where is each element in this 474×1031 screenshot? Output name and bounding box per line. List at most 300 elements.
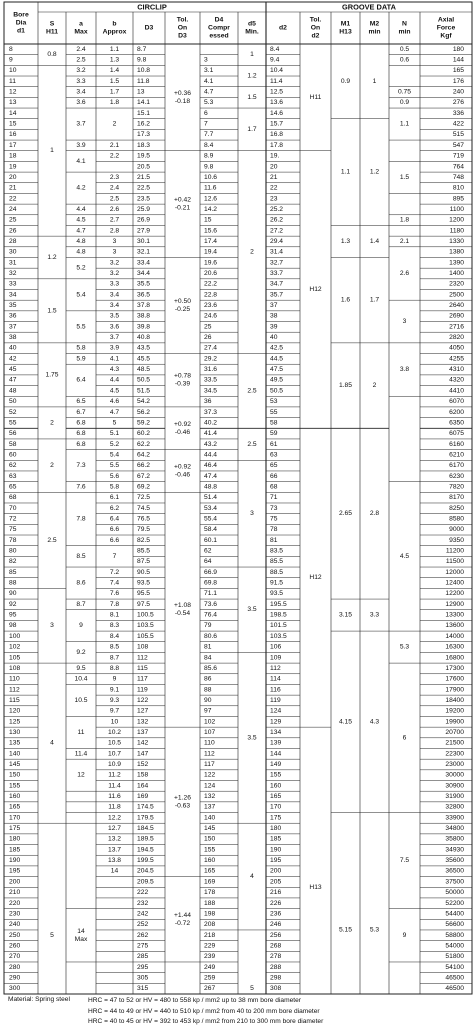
cell-d2: 246 — [270, 921, 282, 929]
cell-d2: 198.5 — [270, 611, 287, 619]
merged-cell-col-7: 1.7 — [247, 125, 257, 133]
cell-b: 6.4 — [109, 515, 120, 523]
cell-d3: 11.8 — [137, 77, 150, 85]
cell-bore-dia: 47 — [9, 376, 17, 384]
cell-d3: 32.1 — [137, 248, 151, 256]
cell-d3: 43.5 — [137, 344, 151, 352]
cell-axial-force: 8580 — [449, 515, 464, 523]
cell-d4: 267 — [204, 985, 216, 993]
merged-cell-col-5: +0.92 — [174, 463, 191, 471]
cell-d3: 315 — [137, 985, 149, 993]
cell-b: 11.2 — [108, 771, 121, 779]
cell-axial-force: 1390 — [449, 259, 464, 267]
cell-d4: 58.4 — [204, 526, 218, 534]
cell-b: 5.1 — [109, 430, 120, 438]
cell-d4: 150 — [204, 835, 216, 843]
cell-d4: 73.6 — [204, 600, 218, 608]
cell-a: 8.7 — [76, 600, 86, 608]
cell-b: 14 — [110, 867, 119, 875]
cell-d3: 122 — [137, 696, 149, 704]
cell-bore-dia: 26 — [9, 227, 17, 235]
cell-d2: 165 — [270, 793, 282, 801]
cell-axial-force: 180 — [452, 45, 464, 53]
cell-d2: 21 — [270, 173, 278, 181]
cell-d2: 22 — [270, 184, 278, 192]
cell-bore-dia: 112 — [9, 686, 20, 694]
cell-axial-force: 547 — [452, 141, 464, 149]
column-header-10-line-0: M1 — [340, 20, 351, 28]
cell-b: 4.7 — [109, 408, 120, 416]
merged-cell-col-2: 5.4 — [76, 291, 86, 299]
cell-d4: 66.9 — [204, 568, 218, 576]
cell-d3: 90.5 — [137, 568, 151, 576]
cell-b: 13.7 — [107, 846, 122, 854]
cell-axial-force: 1330 — [449, 237, 464, 245]
cell-d3: 189.5 — [137, 835, 154, 843]
cell-d4: 102 — [204, 718, 216, 726]
cell-a: 6.8 — [76, 430, 86, 438]
cell-axial-force: 9000 — [449, 526, 464, 534]
cell-bore-dia: 185 — [9, 846, 21, 854]
cell-d4: 31.6 — [204, 366, 218, 374]
cell-axial-force: 37500 — [445, 878, 464, 886]
cell-bore-dia: 108 — [9, 664, 21, 672]
cell-d3: 56.2 — [137, 408, 151, 416]
merged-cell-col-11: 1.2 — [369, 168, 380, 176]
cell-axial-force: 13600 — [445, 622, 464, 630]
cell-d2: 85.5 — [270, 558, 284, 566]
cell-d2: 34.7 — [270, 280, 284, 288]
cell-d4: 155 — [204, 846, 216, 854]
cell-d3: 115 — [137, 664, 148, 672]
cell-d2: 195.5 — [270, 600, 287, 608]
cell-d2: 288 — [270, 963, 282, 971]
cell-d2: 31.4 — [270, 248, 284, 256]
merged-cell-col-2: 5.5 — [76, 323, 86, 331]
cell-axial-force: 4410 — [449, 387, 464, 395]
cell-a: 2.4 — [76, 45, 86, 53]
merged-cell-col-11: 3.3 — [369, 611, 380, 619]
cell-d4: 8.4 — [204, 141, 214, 149]
cell-bore-dia: 31 — [9, 259, 17, 267]
cell-d4: 22.8 — [204, 291, 218, 299]
cell-b: 8.1 — [109, 611, 120, 619]
cell-axial-force: 20700 — [445, 728, 464, 736]
cell-d4: 88 — [204, 686, 212, 694]
cell-axial-force: 32800 — [445, 803, 464, 811]
merged-cell-col-1: 2 — [50, 462, 54, 470]
cell-bore-dia: 220 — [9, 899, 21, 907]
cell-d2: 83.5 — [270, 547, 284, 555]
cell-axial-force: 4255 — [449, 355, 464, 363]
cell-axial-force: 176 — [452, 77, 464, 85]
cell-d4: 25 — [204, 323, 212, 331]
cell-d3: 54.2 — [137, 398, 151, 406]
material-label: Material: Spring steel — [8, 996, 70, 1003]
merged-cell-col-5: -0.39 — [174, 380, 191, 388]
merged-cell-col-12: 0.75 — [397, 88, 412, 96]
cell-axial-force: 31900 — [445, 793, 464, 801]
merged-cell-col-9: H13 — [309, 883, 322, 891]
merged-cell-col-11: 2.8 — [369, 510, 380, 518]
cell-axial-force: 16300 — [445, 643, 464, 651]
cell-bore-dia: 300 — [9, 985, 21, 993]
cell-axial-force: 19200 — [445, 707, 464, 715]
merged-cell-col-5: -0.63 — [174, 802, 191, 810]
cell-axial-force: 8250 — [449, 504, 464, 512]
cell-d3: 117 — [137, 675, 148, 683]
cell-d3: 39.8 — [137, 323, 151, 331]
cell-d3: 252 — [137, 921, 149, 929]
cell-d3: 64.2 — [137, 451, 151, 459]
cell-d2: 50.5 — [270, 387, 284, 395]
cell-bore-dia: 150 — [9, 771, 21, 779]
cell-d4: 53.4 — [204, 504, 218, 512]
cell-b: 1.3 — [109, 56, 120, 64]
cell-d3: 142 — [137, 739, 149, 747]
cell-d2: 42.5 — [270, 344, 284, 352]
cell-d3: 262 — [137, 931, 149, 939]
column-header-5-line-2: D3 — [178, 32, 187, 40]
cell-d4: 76.4 — [204, 611, 218, 619]
cell-d2: 114 — [270, 675, 281, 683]
cell-d3: 76.5 — [137, 515, 151, 523]
cell-bore-dia: 14 — [9, 109, 17, 117]
cell-d3: 20.5 — [137, 163, 151, 171]
cell-d2: 298 — [270, 974, 282, 982]
cell-bore-dia: 33 — [9, 280, 17, 288]
column-header-8-line-0: d2 — [279, 24, 287, 32]
cell-bore-dia: 12 — [9, 88, 17, 96]
cell-d3: 85.5 — [137, 547, 151, 555]
cell-b: 5.6 — [109, 472, 120, 480]
cell-axial-force: 4310 — [449, 366, 464, 374]
cell-b: 3 — [112, 248, 117, 256]
merged-cell-col-12: 6 — [402, 734, 407, 742]
cell-b: 4.1 — [109, 355, 120, 363]
cell-d3: 82.5 — [137, 536, 151, 544]
column-header-6-line-2: essed — [209, 32, 229, 40]
column-header-7-line-0: d5 — [248, 20, 256, 28]
cell-axial-force: 6230 — [449, 472, 464, 480]
cell-d4: 46.4 — [204, 462, 218, 470]
cell-axial-force: 719 — [452, 152, 464, 160]
cell-bore-dia: 37 — [9, 323, 17, 331]
cell-d3: 179.5 — [137, 814, 154, 822]
cell-bore-dia: 11 — [9, 77, 16, 85]
cell-b: 3.5 — [109, 312, 120, 320]
cell-axial-force: 12000 — [445, 568, 464, 576]
cell-axial-force: 12900 — [445, 600, 464, 608]
footnote-line-2: HRC = 44 to 49 or HV = 440 to 510 kp / mm2 from 40 to 200 mm bore diameter — [88, 1007, 320, 1015]
merged-cell-col-5: +0.42 — [174, 196, 191, 204]
cell-axial-force: 52200 — [445, 899, 464, 907]
merged-cell-col-5: -0.46 — [174, 428, 191, 436]
cell-bore-dia: 40 — [9, 344, 17, 352]
cell-b: 4.4 — [109, 376, 120, 384]
cell-bore-dia: 16 — [9, 131, 17, 139]
cell-d3: 67.2 — [137, 472, 151, 480]
cell-d4: 178 — [204, 889, 216, 897]
merged-cell-col-5: +0.36 — [174, 89, 191, 97]
cell-bore-dia: 63 — [9, 472, 17, 480]
cell-bore-dia: 160 — [9, 793, 21, 801]
cell-b: 7.2 — [109, 568, 120, 576]
cell-d2: 144 — [270, 750, 282, 758]
cell-a: 6.8 — [76, 419, 86, 427]
merged-cell-col-12: 9 — [402, 931, 407, 939]
cell-axial-force: 12200 — [445, 590, 464, 598]
cell-bore-dia: 115 — [9, 696, 20, 704]
column-header-9-line-2: d2 — [311, 32, 320, 40]
cell-d4: 47.4 — [204, 472, 218, 480]
cell-d2: 185 — [270, 835, 282, 843]
cell-d3: 164 — [137, 782, 149, 790]
cell-d4: 145 — [204, 825, 216, 833]
cell-d3: 35.5 — [137, 280, 151, 288]
column-header-13-line-1: Force — [436, 24, 456, 32]
cell-d4: 3 — [204, 56, 208, 64]
cell-d2: 195 — [270, 857, 282, 865]
cell-d3: 97.5 — [137, 600, 151, 608]
cell-bore-dia: 25 — [9, 216, 17, 224]
cell-b: 5.8 — [109, 483, 120, 491]
cell-d3: 199.5 — [137, 857, 154, 865]
cell-axial-force: 748 — [452, 173, 464, 181]
cell-axial-force: 34930 — [445, 846, 464, 854]
cell-d3: 147 — [137, 750, 149, 758]
cell-bore-dia: 102 — [9, 643, 21, 651]
cell-bore-dia: 21 — [9, 184, 17, 192]
cell-bore-dia: 98 — [9, 622, 17, 630]
cell-d3: 10.8 — [137, 67, 151, 75]
cell-d3: 242 — [137, 910, 149, 918]
cell-d2: 27.2 — [270, 227, 284, 235]
merged-cell-col-11: 4.3 — [369, 718, 380, 726]
cell-d4: 23.6 — [204, 302, 218, 310]
cell-axial-force: 6170 — [449, 462, 464, 470]
cell-d3: 30.1 — [137, 237, 151, 245]
merged-cell-col-12: 1.1 — [399, 120, 410, 128]
cell-b: 10.7 — [107, 750, 122, 758]
cell-bore-dia: 70 — [9, 504, 17, 512]
cell-b: 3.4 — [109, 302, 120, 310]
cell-d4: 5.3 — [204, 99, 214, 107]
cell-d3: 60.2 — [137, 430, 151, 438]
cell-b: 11.6 — [108, 793, 121, 801]
cell-d2: 58 — [270, 419, 278, 427]
cell-b: 12.2 — [107, 814, 122, 822]
cell-d4: 97 — [204, 707, 212, 715]
cell-axial-force: 764 — [452, 163, 464, 171]
cell-bore-dia: 28 — [9, 237, 17, 245]
cell-d2: 65 — [270, 462, 278, 470]
merged-cell-col-11: 5.3 — [369, 926, 380, 934]
cell-bore-dia: 10 — [9, 67, 17, 75]
cell-a: 3.9 — [76, 141, 86, 149]
cell-d4: 51.4 — [204, 494, 218, 502]
cell-a: 7.6 — [76, 483, 86, 491]
cell-d3: 26.9 — [137, 216, 151, 224]
cell-d4: 3.1 — [204, 67, 214, 75]
cell-d4: 117 — [204, 761, 215, 769]
merged-cell-col-2: 4.1 — [76, 157, 86, 165]
cell-bore-dia: 72 — [9, 515, 17, 523]
cell-d4: 12.6 — [204, 195, 218, 203]
cell-b: 4.3 — [109, 366, 120, 374]
merged-cell-col-2: 4.2 — [76, 184, 86, 192]
cell-d3: 285 — [137, 953, 149, 961]
cell-d2: 216 — [270, 889, 282, 897]
column-header-0-line-0: Bore — [13, 11, 29, 19]
merged-cell-col-2: 9 — [79, 622, 83, 630]
cell-d4: 34.5 — [204, 387, 218, 395]
cell-bore-dia: 210 — [9, 889, 21, 897]
merged-cell-col-5: +1.26 — [174, 794, 191, 802]
merged-cell-col-7: 3.5 — [247, 606, 257, 614]
cell-d3: 27.9 — [137, 227, 151, 235]
merged-cell-col-1: 3 — [50, 622, 54, 630]
cell-axial-force: 2690 — [449, 312, 464, 320]
cell-d2: 32.7 — [270, 259, 284, 267]
cell-d4: 14.2 — [204, 205, 218, 213]
cell-axial-force: 515 — [452, 131, 464, 139]
cell-axial-force: 18400 — [445, 696, 464, 704]
cell-d2: 155 — [270, 771, 282, 779]
cell-d3: 48.5 — [137, 366, 151, 374]
cell-d3: 112 — [137, 654, 148, 662]
merged-cell-col-10: 1.1 — [340, 168, 351, 176]
cell-bore-dia: 250 — [9, 931, 21, 939]
cell-d4: 4.7 — [204, 88, 214, 96]
cell-axial-force: 9350 — [449, 536, 464, 544]
cell-axial-force: 8170 — [449, 494, 464, 502]
merged-cell-col-7: 1.5 — [247, 93, 257, 101]
cell-b: 2.2 — [109, 152, 120, 160]
cell-d3: 45.5 — [137, 355, 151, 363]
merged-cell-col-5: -0.18 — [174, 97, 191, 105]
cell-d3: 19.5 — [137, 152, 151, 160]
cell-axial-force: 21500 — [445, 739, 464, 747]
cell-bore-dia: 19 — [9, 163, 17, 171]
cell-d3: 158 — [137, 771, 149, 779]
column-header-6-line-1: Compr — [208, 24, 230, 32]
cell-bore-dia: 240 — [9, 921, 21, 929]
cell-a: 6.7 — [76, 408, 86, 416]
cell-d2: 14.6 — [270, 109, 284, 117]
cell-bore-dia: 110 — [9, 675, 20, 683]
cell-d2: 17.8 — [270, 141, 284, 149]
cell-d4: 124 — [204, 782, 216, 790]
cell-d2: 37 — [270, 302, 278, 310]
cell-axial-force: 1380 — [449, 248, 464, 256]
merged-cell-col-7: 1 — [250, 51, 254, 59]
cell-axial-force: 6210 — [449, 451, 464, 459]
cell-d2: 71 — [270, 494, 278, 502]
merged-cell-col-12: 5.3 — [399, 643, 410, 651]
column-header-4-line-0: D3 — [144, 24, 154, 32]
cell-d2: 33.7 — [270, 269, 284, 277]
cell-bore-dia: 88 — [9, 579, 17, 587]
cell-d2: 109 — [270, 654, 282, 662]
cell-axial-force: 2716 — [449, 323, 464, 331]
cell-b: 8.5 — [109, 643, 120, 651]
cell-d3: 184.5 — [137, 825, 154, 833]
merged-cell-col-1: 1.5 — [47, 307, 57, 315]
merged-cell-col-10: 0.9 — [340, 77, 351, 85]
cell-b: 7.4 — [109, 579, 120, 587]
cell-b: 9.1 — [109, 686, 120, 694]
cell-axial-force: 810 — [452, 184, 464, 192]
column-header-9-line-0: Tol. — [309, 16, 322, 24]
cell-b: 3.2 — [109, 259, 120, 267]
cell-bore-dia: 60 — [9, 451, 17, 459]
cell-d2: 11.4 — [270, 77, 283, 85]
cell-d4: 41.4 — [204, 430, 218, 438]
cell-d4: 132 — [204, 793, 216, 801]
cell-a: 4.4 — [76, 205, 86, 213]
cell-axial-force: 51800 — [445, 953, 464, 961]
cell-axial-force: 58800 — [445, 931, 464, 939]
cell-d3: 62.2 — [137, 440, 151, 448]
cell-d3: 100.5 — [137, 611, 154, 619]
column-header-2-line-0: a — [79, 20, 83, 28]
cell-d4: 259 — [204, 974, 216, 982]
cell-d3: 174.5 — [137, 803, 154, 811]
cell-d2: 149 — [270, 761, 282, 769]
cell-d4: 55.4 — [204, 515, 218, 523]
cell-d2: 101.5 — [270, 622, 287, 630]
merged-cell-col-10: 1.85 — [338, 382, 353, 390]
cell-d4: 64 — [204, 558, 212, 566]
group-header-circlip: CIRCLIP — [137, 2, 167, 12]
cell-bore-dia: 260 — [9, 942, 21, 950]
cell-a: 3.4 — [76, 88, 86, 96]
cell-d4: 69.8 — [204, 579, 218, 587]
column-header-0-line-1: Dia — [15, 19, 27, 27]
cell-d2: 93.5 — [270, 590, 284, 598]
cell-axial-force: 6070 — [449, 398, 464, 406]
column-header-10-line-1: H13 — [339, 28, 352, 36]
cell-d3: 119 — [137, 686, 148, 694]
cell-d4: 10.6 — [204, 173, 218, 181]
merged-cell-col-12: 3 — [402, 318, 407, 326]
cell-d4: 43.2 — [204, 440, 218, 448]
cell-d4: 249 — [204, 963, 216, 971]
column-header-0-line-2: d1 — [17, 27, 25, 35]
cell-d4: 198 — [204, 910, 216, 918]
cell-d2: 78 — [270, 526, 278, 534]
cell-axial-force: 33900 — [445, 814, 464, 822]
cell-bore-dia: 52 — [9, 408, 17, 416]
merged-cell-col-12: 2.6 — [399, 269, 410, 277]
cell-b: 8.7 — [109, 654, 120, 662]
cell-d4: 19.4 — [204, 248, 218, 256]
cell-d3: 93.5 — [137, 579, 151, 587]
cell-axial-force: 1100 — [449, 205, 464, 213]
cell-d4: 27.4 — [204, 344, 218, 352]
cell-axial-force: 2320 — [449, 280, 464, 288]
cell-axial-force: 4320 — [449, 376, 464, 384]
merged-cell-col-12: 0.9 — [399, 99, 410, 107]
cell-bore-dia: 50 — [9, 398, 17, 406]
cell-d2: 13.6 — [270, 99, 284, 107]
cell-bore-dia: 38 — [9, 334, 17, 342]
cell-axial-force: 30900 — [445, 782, 464, 790]
cell-d2: 66 — [270, 472, 278, 480]
cell-d4: 48.8 — [204, 483, 218, 491]
cell-d2: 205 — [270, 878, 282, 886]
